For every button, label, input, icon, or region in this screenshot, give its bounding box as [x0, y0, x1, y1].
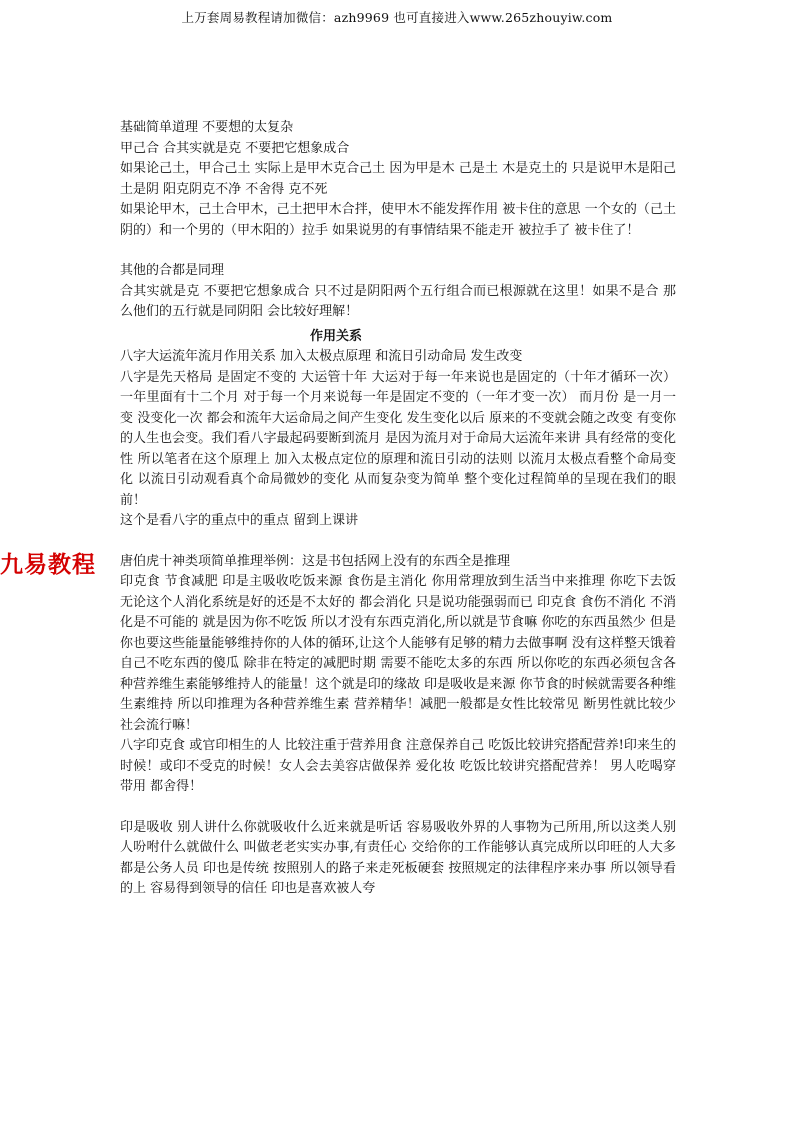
- paragraph: 这个是看八字的重点中的重点 留到上课讲: [120, 513, 359, 528]
- page-header-banner: 上万套周易教程请加微信：azh9969 也可直接进入www.265zhouyiw.com: [181, 10, 613, 25]
- paragraph: 如果论己土，甲合己土 实际上是甲木克合己土 因为甲是木 己是土 木是克土的 只是说甲木是阳己土是阴 阳克阴克不净 不舍得 克不死: [120, 161, 676, 197]
- spacer: [120, 532, 676, 552]
- spacer: [120, 241, 676, 261]
- section-title-ten-gods: 唐伯虎十神类项简单推理举例：这是书包括网上没有的东西全是推理: [120, 553, 511, 569]
- paragraph: 八字印克食 或官印相生的人 比较注重于营养用食 注意保养自己 吃饭比较讲究搭配营养!印来生的时候！或印不受克的时候！女人会去美容店做保养 爱化妆 吃饭比较讲究搭配营养！ 男人吃喝穿带用 都舍得！: [120, 738, 676, 794]
- paragraph: 八字大运流年流月作用关系 加入太极点原理 和流日引动命局 发生改变: [120, 349, 523, 364]
- paragraph: 甲己合 合其实就是克 不要把它想象成合: [120, 140, 350, 156]
- section-title-other-combinations: 其他的合都是同理: [120, 263, 225, 278]
- spacer: [120, 798, 676, 818]
- paragraph: 八字是先天格局 是固定不变的 大运管十年 大运对于每一年来说也是固定的（十年才循环一次）一年里面有十二个月 对于每一个月来说每一年是固定不变的（一年才变一次） 而月份 是一月一变 没变化一次 都会和流年大运命局之间产生变化 发生变化以后 原来的不变就会随之改变 有变你的人生也会变。我们看八字最起码要断到流月 是因为流月对于命局大运流年来讲 具有经常的变化性 所以笔者在这个原理上 加入太极点定位的原理和流日引动的法则 以流月太极点看整个命局变化 以流日引动观看真个命局微妙的变化 从而复杂变为简单 整个变化过程简单的呈现在我们的眼前！: [120, 369, 676, 508]
- paragraph: 印克食 节食减肥 印是主吸收吃饭来源 食伤是主消化 你用常理放到生活当中来推理 你吃下去饭 无论这个人消化系统是好的还是不太好的 都会消化 只是说功能强弱而已 印克食 食伤不消化 不消化是不可能的 就是因为你不吃饭 所以才没有东西克消化,所以就是节食嘛 你吃的东西虽然少 但是你也要这些能量能够维持你的人体的循环,让这个人能够有足够的精力去做事啊 没有这样整天饿着自己不吃东西的傻瓜 除非在特定的减肥时期 需要不能吃太多的东西 所以你吃的东西必须包含各种营养维生素能够维持人的能量！这个就是印的缘故 印是吸收是来源 你节食的时候就需要各种维生素维持 所以印推理为各种营养维生素 营养精华！减肥一般都是女性比较常见 断男性就比较少 社会流行嘛！: [120, 574, 676, 733]
- paragraph: 如果论甲木，己土合甲木，己土把甲木合拌，使甲木不能发挥作用 被卡住的意思 一个女的（己土阴的）和一个男的（甲木阳的）拉手 如果说男的有事情结果不能走开 被拉手了 被卡住了！: [120, 202, 676, 238]
- paragraph: 合其实就是克 不要把它想象成合 只不过是阴阳两个五行组合而已根源就在这里！如果不是合 那么他们的五行就是同阴阳 会比较好理解！: [120, 283, 676, 319]
- section-heading-interaction: 作用关系: [310, 328, 363, 344]
- paragraph: 印是吸收 别人讲什么你就吸收什么近来就是听话 容易吸收外界的人事物为己所用,所以这类人别人吩咐什么就做什么 叫做老老实实办事,有责任心 交给你的工作能够认真完成所以印旺的人大多都是公务人员 印也是传统 按照别人的路子来走死板硬套 按照规定的法律程序来办事 所以领导看的上 容易得到领导的信任 印也是喜欢被人夸: [120, 819, 676, 896]
- watermark-logo-text: 九易教程: [0, 552, 96, 578]
- section-title-basics: 基础简单道理 不要想的太复杂: [120, 120, 294, 135]
- document-body: [120, 118, 676, 900]
